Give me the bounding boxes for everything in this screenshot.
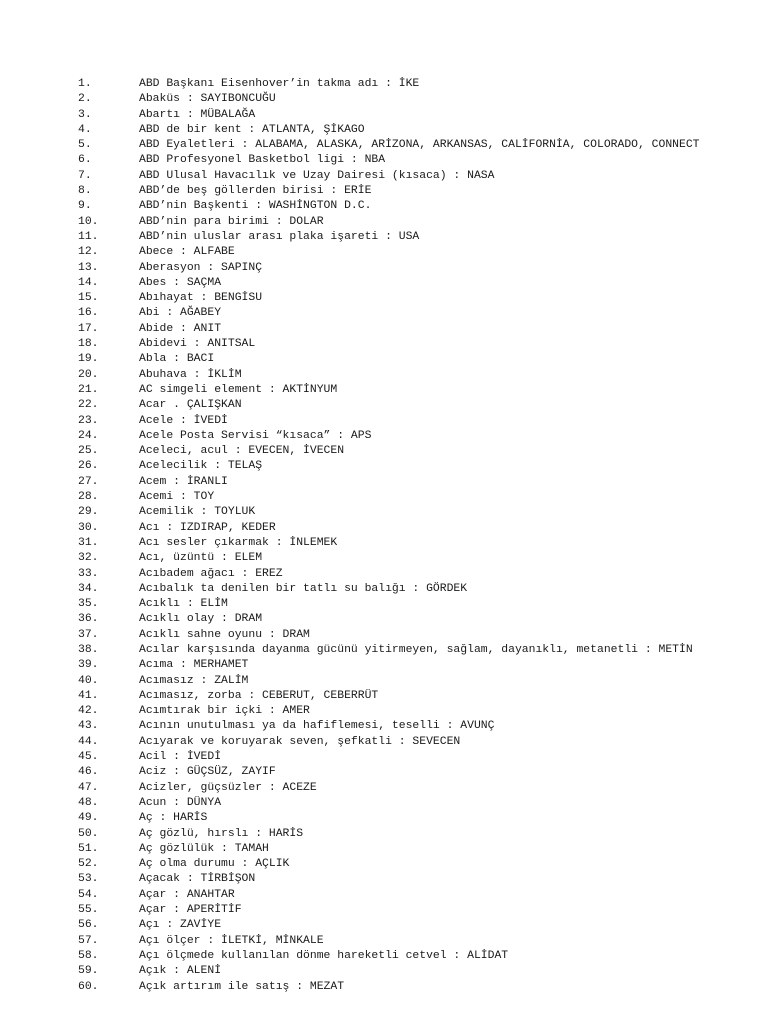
- item-number: 4.: [78, 123, 92, 136]
- item-number: 36.: [78, 613, 99, 626]
- item-text: Acemilik : TOYLUK: [139, 506, 256, 519]
- item-text: Açar : ANAHTAR: [139, 888, 235, 901]
- item-number: 26.: [78, 460, 99, 473]
- item-text: Acıklı sahne oyunu : DRAM: [139, 628, 310, 641]
- item-text: Abide : ANIT: [139, 322, 222, 335]
- item-text: Aç : HARİS: [139, 812, 208, 825]
- item-text: Acelecilik : TELAŞ: [139, 460, 263, 473]
- item-text: Acı sesler çıkarmak : İNLEMEK: [139, 536, 338, 549]
- list-item: [78, 429, 768, 444]
- item-number: 14.: [78, 276, 99, 289]
- item-number: 56.: [78, 919, 99, 932]
- item-number: 11.: [78, 230, 99, 243]
- list-item: [78, 368, 768, 383]
- list-item: [78, 414, 768, 429]
- list-item: [78, 628, 768, 643]
- list-item: [78, 153, 768, 168]
- item-text: Acıbalık ta denilen bir tatlı su balığı : GÖRDEK: [139, 582, 468, 595]
- item-text: Acıma : MERHAMET: [139, 659, 249, 672]
- item-number: 46.: [78, 766, 99, 779]
- item-text: Acele : İVEDİ: [139, 414, 228, 427]
- item-text: ABD Başkanı Eisenhover’in takma adı : İKE: [139, 78, 420, 90]
- item-number: 8.: [78, 185, 92, 198]
- item-number: 48.: [78, 796, 99, 809]
- list-item: [78, 888, 768, 903]
- item-text: ABD Profesyonel Basketbol ligi : NBA: [139, 154, 386, 167]
- item-text: Açacak : TİRBİŞON: [139, 873, 256, 886]
- item-text: Acımtırak bir içki : AMER: [139, 705, 310, 718]
- item-number: 38.: [78, 643, 99, 656]
- list-item: [78, 184, 768, 199]
- list-item: [78, 352, 768, 367]
- list-item: [78, 643, 768, 658]
- list-item: [78, 551, 768, 566]
- list-item: [78, 306, 768, 321]
- list-item: [78, 383, 768, 398]
- item-text: Aç gözlülük : TAMAH: [139, 842, 269, 855]
- list-item: [78, 261, 768, 276]
- list-item: [78, 704, 768, 719]
- list-item: [78, 230, 768, 245]
- list-item: [78, 77, 768, 92]
- item-number: 17.: [78, 322, 99, 335]
- list-item: [78, 857, 768, 872]
- list-item: [78, 918, 768, 933]
- list-item: [78, 459, 768, 474]
- list-item: [78, 245, 768, 260]
- item-number: 49.: [78, 812, 99, 825]
- item-text: Abuhava : İKLİM: [139, 368, 242, 381]
- item-number: 54.: [78, 888, 99, 901]
- item-text: Açık artırım ile satış : MEZAT: [139, 980, 345, 993]
- item-number: 24.: [78, 429, 99, 442]
- item-text: Abla : BACI: [139, 353, 215, 366]
- item-text: Abartı : MÜBALAĞA: [139, 108, 256, 121]
- list-item: [78, 291, 768, 306]
- item-text: Acı, üzüntü : ELEM: [139, 552, 263, 565]
- item-text: Acının unutulması ya da hafiflemesi, teselli : AVUNÇ: [139, 720, 495, 733]
- item-number: 45.: [78, 751, 99, 764]
- item-text: Abi : AĞABEY: [139, 307, 222, 320]
- item-number: 27.: [78, 475, 99, 488]
- list-item: [78, 612, 768, 627]
- item-text: Acıklı olay : DRAM: [139, 613, 263, 626]
- list-item: [78, 597, 768, 612]
- item-text: ABD Eyaletleri : ALABAMA, ALASKA, ARİZONA, ARKANSAS, CALİFORNİA, COLORADO, CONNECT: [139, 139, 700, 152]
- item-text: Aç gözlü, hırslı : HARİS: [139, 827, 304, 840]
- item-text: Aberasyon : SAPINÇ: [139, 261, 263, 274]
- item-number: 60.: [78, 980, 99, 993]
- item-number: 58.: [78, 949, 99, 962]
- item-text: Aceleci, acul : EVECEN, İVECEN: [139, 445, 345, 458]
- item-text: Açar : APERİTİF: [139, 904, 242, 917]
- item-text: Abaküs : SAYIBONCUĞU: [139, 93, 276, 106]
- item-number: 59.: [78, 965, 99, 978]
- item-number: 19.: [78, 353, 99, 366]
- item-number: 42.: [78, 705, 99, 718]
- item-text: Acımasız, zorba : CEBERUT, CEBERRÜT: [139, 689, 379, 702]
- item-text: Acun : DÜNYA: [139, 796, 222, 809]
- item-text: Abece : ALFABE: [139, 246, 235, 259]
- list-item: [78, 138, 768, 153]
- item-text: Acem : İRANLI: [139, 475, 228, 488]
- item-number: 15.: [78, 292, 99, 305]
- list-item: [78, 567, 768, 582]
- item-number: 5.: [78, 139, 92, 152]
- list-item: [78, 964, 768, 979]
- item-text: Acizler, güçsüzler : ACEZE: [139, 781, 317, 794]
- list-item: [78, 796, 768, 811]
- list-item: [78, 781, 768, 796]
- item-text: Acıklı : ELİM: [139, 598, 228, 611]
- item-text: Abıhayat : BENGİSU: [139, 292, 263, 305]
- item-number: 52.: [78, 858, 99, 871]
- item-number: 55.: [78, 904, 99, 917]
- list-item: [78, 689, 768, 704]
- item-text: ABD’nin uluslar arası plaka işareti : USA: [139, 230, 420, 243]
- list-item: [78, 169, 768, 184]
- item-text: ABD de bir kent : ATLANTA, ŞİKAGO: [139, 123, 365, 136]
- list-item: [78, 811, 768, 826]
- list-item: [78, 903, 768, 918]
- item-number: 41.: [78, 689, 99, 702]
- item-number: 31.: [78, 536, 99, 549]
- item-number: 53.: [78, 873, 99, 886]
- list-item: [78, 980, 768, 995]
- list-item: [78, 215, 768, 230]
- glossary-list: [78, 77, 768, 995]
- item-number: 57.: [78, 934, 99, 947]
- list-item: [78, 337, 768, 352]
- item-text: Acemi : TOY: [139, 491, 215, 504]
- list-item: [78, 92, 768, 107]
- item-text: Acılar karşısında dayanma gücünü yitirmeyen, sağlam, dayanıklı, metanetli : METİN: [139, 643, 693, 656]
- item-text: Acar . ÇALIŞKAN: [139, 399, 242, 412]
- item-number: 23.: [78, 414, 99, 427]
- item-number: 51.: [78, 842, 99, 855]
- item-number: 21.: [78, 383, 99, 396]
- list-item: [78, 719, 768, 734]
- list-item: [78, 582, 768, 597]
- item-number: 12.: [78, 246, 99, 259]
- item-number: 7.: [78, 169, 92, 182]
- list-item: [78, 505, 768, 520]
- list-item: [78, 322, 768, 337]
- list-item: [78, 827, 768, 842]
- item-number: 3.: [78, 108, 92, 121]
- list-item: [78, 199, 768, 214]
- item-number: 20.: [78, 368, 99, 381]
- item-number: 32.: [78, 552, 99, 565]
- item-number: 9.: [78, 200, 92, 213]
- list-item: [78, 750, 768, 765]
- item-text: Abes : SAÇMA: [139, 276, 222, 289]
- item-number: 30.: [78, 521, 99, 534]
- list-item: [78, 658, 768, 673]
- item-text: ABD’nin para birimi : DOLAR: [139, 215, 324, 228]
- item-text: ABD’nin Başkenti : WASHİNGTON D.C.: [139, 200, 372, 213]
- item-number: 35.: [78, 598, 99, 611]
- item-text: Abidevi : ANITSAL: [139, 338, 256, 351]
- item-number: 50.: [78, 827, 99, 840]
- item-number: 16.: [78, 307, 99, 320]
- item-number: 39.: [78, 659, 99, 672]
- item-number: 1.: [78, 78, 92, 90]
- list-item: [78, 521, 768, 536]
- list-item: [78, 444, 768, 459]
- item-number: 13.: [78, 261, 99, 274]
- list-item: [78, 490, 768, 505]
- item-text: Acımasız : ZALİM: [139, 674, 249, 687]
- item-text: Açık : ALENİ: [139, 965, 222, 978]
- item-text: Acıyarak ve koruyarak seven, şefkatli : SEVECEN: [139, 735, 461, 748]
- item-text: Açı : ZAVİYE: [139, 919, 222, 932]
- list-item: [78, 949, 768, 964]
- item-number: 6.: [78, 154, 92, 167]
- item-number: 2.: [78, 93, 92, 106]
- list-item: [78, 842, 768, 857]
- list-item: [78, 123, 768, 138]
- item-text: AC simgeli element : AKTİNYUM: [139, 383, 338, 396]
- list-item: [78, 536, 768, 551]
- item-text: ABD Ulusal Havacılık ve Uzay Dairesi (kısaca) : NASA: [139, 169, 495, 182]
- item-text: Aciz : GÜÇSÜZ, ZAYIF: [139, 766, 276, 779]
- item-text: ABD’de beş göllerden birisi : ERİE: [139, 185, 372, 198]
- item-number: 43.: [78, 720, 99, 733]
- item-number: 44.: [78, 735, 99, 748]
- list-item: [78, 108, 768, 123]
- list-item: [78, 872, 768, 887]
- item-number: 18.: [78, 338, 99, 351]
- item-text: Acı : IZDIRAP, KEDER: [139, 521, 276, 534]
- list-item: [78, 765, 768, 780]
- list-item: [78, 934, 768, 949]
- item-number: 33.: [78, 567, 99, 580]
- item-text: Aç olma durumu : AÇLIK: [139, 858, 290, 871]
- item-number: 28.: [78, 491, 99, 504]
- item-number: 40.: [78, 674, 99, 687]
- item-number: 29.: [78, 506, 99, 519]
- list-item: [78, 276, 768, 291]
- item-number: 37.: [78, 628, 99, 641]
- list-item: [78, 735, 768, 750]
- item-number: 25.: [78, 445, 99, 458]
- list-item: [78, 475, 768, 490]
- item-text: Acele Posta Servisi “kısaca” : APS: [139, 429, 372, 442]
- item-text: Açı ölçer : İLETKİ, MİNKALE: [139, 934, 324, 947]
- list-item: [78, 398, 768, 413]
- item-text: Açı ölçmede kullanılan dönme hareketli cetvel : ALİDAT: [139, 949, 509, 962]
- item-number: 34.: [78, 582, 99, 595]
- item-number: 22.: [78, 399, 99, 412]
- item-text: Acıbadem ağacı : EREZ: [139, 567, 283, 580]
- item-number: 47.: [78, 781, 99, 794]
- item-number: 10.: [78, 215, 99, 228]
- list-item: [78, 674, 768, 689]
- item-text: Acil : İVEDİ: [139, 751, 222, 764]
